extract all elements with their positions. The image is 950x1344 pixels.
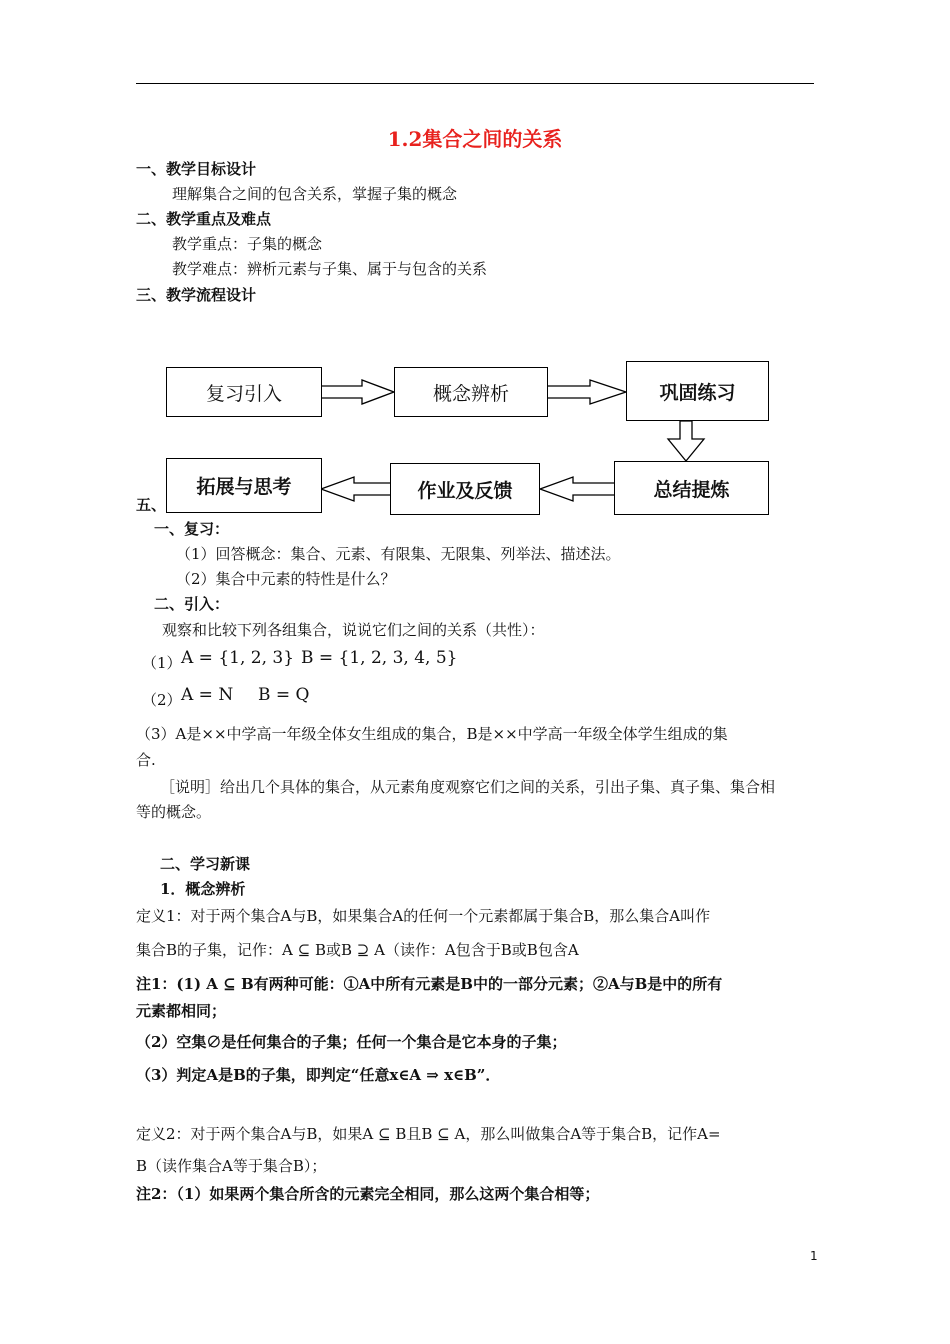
review-question-2: （2）集合中元素的特性是什么？	[176, 570, 396, 588]
flow-box-homework: 作业及反馈	[390, 463, 540, 515]
example-1-set-b: B = {1, 2, 3, 4, 5}	[301, 648, 458, 668]
example-1-label: （1）	[142, 654, 182, 672]
flow-box-extension: 拓展与思考	[166, 458, 322, 513]
arrow-left-2	[321, 477, 391, 501]
arrow-left-1	[540, 477, 616, 501]
example-2-set-b: B = Q	[258, 685, 310, 705]
flow-box-concept: 概念辨析	[394, 367, 548, 417]
header-rule	[136, 83, 814, 84]
note-2-line: 注2：（1）如果两个集合所含的元素完全相同，那么这两个集合相等；	[136, 1185, 600, 1203]
new-lesson-heading: 二、学习新课	[160, 855, 251, 873]
intro-note-line-1: ［说明］给出几个具体的集合，从元素角度观察它们之间的关系，引出子集、真子集、集合相	[160, 778, 776, 796]
arrow-right-2	[546, 380, 626, 404]
note-1-item-2: （2）空集∅是任何集合的子集；任何一个集合是它本身的子集；	[136, 1033, 567, 1051]
flow-box-summary: 总结提炼	[614, 461, 769, 515]
intro-heading: 二、引入：	[154, 595, 230, 613]
example-3-line-2: 合.	[136, 751, 156, 769]
section-2-difficult-point: 教学难点：辨析元素与子集、属于与包含的关系	[172, 260, 488, 278]
intro-note-line-2: 等的概念。	[136, 803, 212, 821]
section-2-key-point: 教学重点：子集的概念	[172, 235, 323, 253]
flow-box-practice: 巩固练习	[626, 361, 769, 421]
example-2-set-a: A = N	[181, 685, 234, 705]
note-1-line-1: 注1：(1) A ⊆ B有两种可能：①A中所有元素是B中的一部分元素；②A与B是中的所有	[136, 975, 723, 993]
definition-2-line-1: 定义2：对于两个集合A与B，如果A ⊆ B且B ⊆ A，那么叫做集合A等于集合B，记作A=	[136, 1125, 721, 1143]
example-2-label: （2）	[142, 691, 182, 709]
concept-subheading: 1．概念辨析	[160, 880, 246, 898]
example-1-set-a: A = {1, 2, 3}	[181, 648, 295, 668]
review-question-1: （1）回答概念：集合、元素、有限集、无限集、列举法、描述法。	[176, 545, 621, 563]
section-2-heading: 二、教学重点及难点	[136, 210, 272, 228]
review-heading: 一、复习：	[154, 520, 230, 538]
example-3-line-1: （3）A是××中学高一年级全体女生组成的集合，B是××中学高一年级全体学生组成的集	[136, 725, 728, 743]
note-1-line-2: 元素都相同；	[136, 1002, 227, 1020]
page-number: 1	[810, 1249, 818, 1263]
section-3-heading: 三、教学流程设计	[136, 286, 257, 304]
definition-1-line-2: 集合B的子集，记作：A ⊆ B或B ⊇ A（读作：A包含于B或B包含A	[136, 941, 579, 959]
intro-text: 观察和比较下列各组集合，说说它们之间的关系（共性）：	[162, 621, 545, 639]
arrow-right-1	[321, 380, 394, 404]
definition-1-line-1: 定义1：对于两个集合A与B，如果集合A的任何一个元素都属于集合B，那么集合A叫作	[136, 907, 711, 925]
page-title: 1.2集合之间的关系	[387, 127, 563, 151]
note-1-item-3: （3）判定A是B的子集，即判定“任意x∈A ⇒ x∈B”．	[136, 1066, 501, 1084]
flow-box-review: 复习引入	[166, 367, 322, 417]
section-1-text: 理解集合之间的包含关系，掌握子集的概念	[172, 185, 458, 203]
definition-2-line-2: B（读作集合A等于集合B）；	[136, 1157, 327, 1175]
section-5-label: 五、	[136, 496, 167, 514]
arrow-down	[668, 421, 704, 461]
section-1-heading: 一、教学目标设计	[136, 160, 257, 178]
